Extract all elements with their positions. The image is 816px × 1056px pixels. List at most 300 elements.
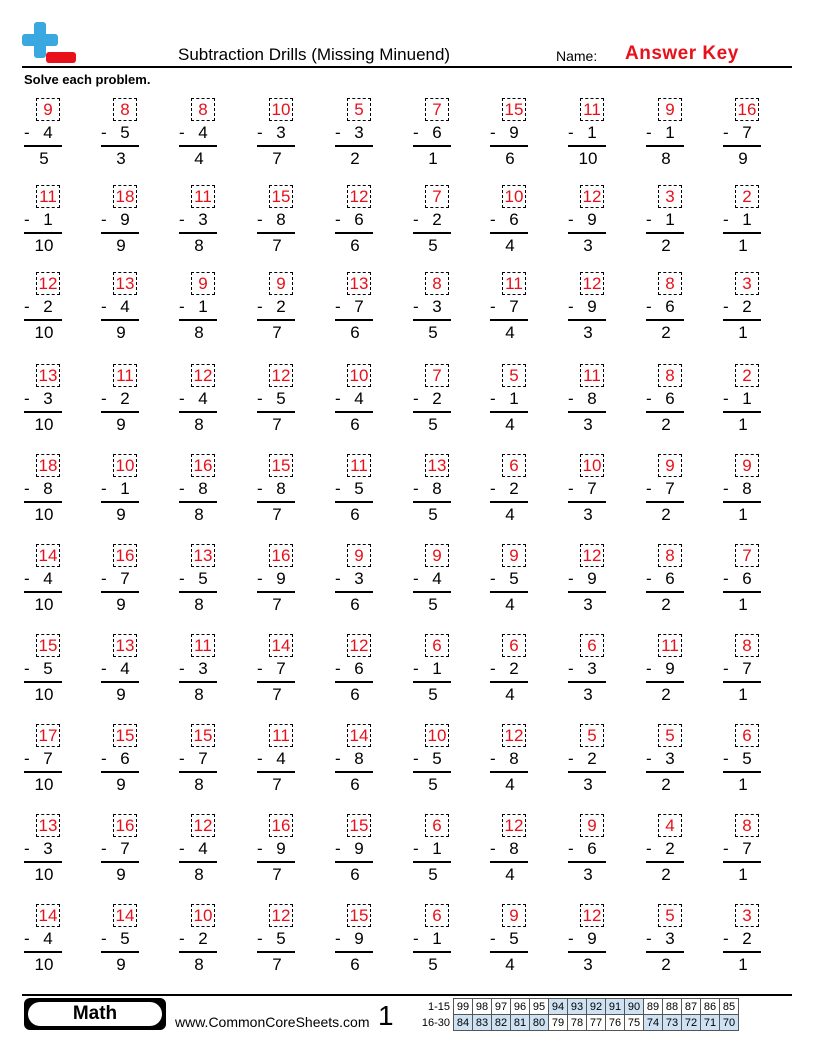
answer-value: 13	[193, 546, 213, 565]
subtrahend: 5	[120, 123, 130, 142]
subtrahend: 2	[432, 210, 442, 229]
minus-sign: -	[568, 210, 574, 229]
subtrahend: 1	[742, 389, 752, 408]
difference: 4	[505, 415, 515, 434]
subtrahend: 6	[665, 297, 675, 316]
subtrahend: 9	[587, 210, 597, 229]
answer-box[interactable]	[347, 814, 371, 837]
answer-box[interactable]	[269, 814, 293, 837]
problem	[413, 814, 453, 890]
problem	[490, 185, 530, 261]
difference: 8	[194, 236, 204, 255]
answer-box[interactable]	[580, 272, 604, 295]
answer-value: 11	[39, 187, 57, 206]
difference: 3	[583, 323, 593, 342]
answer-box[interactable]	[269, 724, 293, 747]
difference: 9	[116, 415, 126, 434]
minus-sign: -	[101, 297, 107, 316]
answer-box[interactable]	[347, 98, 371, 121]
answer-box[interactable]	[425, 98, 449, 121]
answer-value: 8	[665, 274, 675, 293]
answer-box[interactable]	[36, 724, 60, 747]
answer-box[interactable]	[191, 724, 215, 747]
answer-line	[646, 951, 684, 953]
answer-box[interactable]	[580, 364, 604, 387]
problem	[257, 364, 297, 440]
answer-box[interactable]	[735, 98, 759, 121]
answer-box[interactable]	[735, 272, 759, 295]
answer-line	[335, 771, 373, 773]
problem	[257, 724, 297, 800]
answer-box[interactable]	[735, 724, 759, 747]
answer-value: 15	[271, 187, 291, 206]
answer-line	[490, 591, 528, 593]
difference: 5	[428, 415, 438, 434]
answer-box[interactable]	[36, 634, 60, 657]
answer-box[interactable]	[191, 544, 215, 567]
answer-box[interactable]	[36, 364, 60, 387]
answer-value: 10	[582, 456, 602, 475]
subtrahend: 8	[198, 479, 208, 498]
answer-line	[24, 232, 62, 234]
problem	[490, 544, 530, 620]
answer-box[interactable]	[347, 454, 371, 477]
subtrahend: 3	[276, 123, 286, 142]
answer-box[interactable]	[658, 634, 682, 657]
answer-box[interactable]	[113, 185, 137, 208]
answer-value: 12	[38, 274, 58, 293]
problem	[101, 724, 141, 800]
problem	[568, 814, 608, 890]
answer-box[interactable]	[113, 364, 137, 387]
answer-box[interactable]	[425, 634, 449, 657]
answer-box[interactable]	[502, 904, 526, 927]
answer-line	[257, 951, 295, 953]
problem	[413, 544, 453, 620]
page-number: 1	[378, 1000, 394, 1031]
problem	[24, 454, 64, 530]
answer-line	[723, 771, 761, 773]
difference: 9	[738, 149, 748, 168]
difference: 3	[583, 595, 593, 614]
answer-value: 15	[193, 726, 213, 745]
minus-sign: -	[335, 749, 341, 768]
answer-box[interactable]	[580, 814, 604, 837]
answer-box[interactable]	[658, 544, 682, 567]
problem	[179, 724, 219, 800]
problem	[723, 364, 763, 440]
answer-box[interactable]	[269, 272, 293, 295]
answer-box[interactable]	[269, 904, 293, 927]
answer-box[interactable]	[36, 98, 60, 121]
difference: 10	[34, 685, 54, 704]
score-cell: 84	[454, 1015, 473, 1031]
difference: 3	[583, 505, 593, 524]
problem	[413, 724, 453, 800]
problem	[568, 454, 608, 530]
answer-value: 6	[432, 636, 442, 655]
answer-box[interactable]	[191, 272, 215, 295]
answer-box[interactable]	[502, 634, 526, 657]
problem	[723, 814, 763, 890]
problem	[335, 724, 375, 800]
answer-box[interactable]	[347, 185, 371, 208]
score-cell: 71	[701, 1015, 720, 1031]
answer-box[interactable]	[113, 814, 137, 837]
minus-sign: -	[24, 210, 30, 229]
difference: 9	[116, 323, 126, 342]
answer-value: 12	[582, 187, 602, 206]
answer-box[interactable]	[735, 634, 759, 657]
answer-box[interactable]	[658, 814, 682, 837]
answer-line	[335, 501, 373, 503]
minus-sign: -	[179, 389, 185, 408]
answer-box[interactable]	[658, 724, 682, 747]
answer-line	[257, 411, 295, 413]
score-cell: 85	[720, 999, 739, 1015]
answer-box[interactable]	[580, 185, 604, 208]
problem	[723, 904, 763, 980]
problem	[257, 904, 297, 980]
answer-box[interactable]	[191, 364, 215, 387]
subtrahend: 1	[43, 210, 53, 229]
answer-box[interactable]	[580, 634, 604, 657]
minus-sign: -	[413, 659, 419, 678]
answer-box[interactable]	[658, 364, 682, 387]
answer-value: 15	[115, 726, 135, 745]
answer-box[interactable]	[191, 634, 215, 657]
answer-box[interactable]	[425, 364, 449, 387]
subtrahend: 9	[587, 297, 597, 316]
minus-sign: -	[24, 389, 30, 408]
answer-line	[568, 861, 606, 863]
score-cell: 99	[454, 999, 473, 1015]
answer-value: 9	[276, 274, 286, 293]
answer-box[interactable]	[658, 904, 682, 927]
answer-box[interactable]	[425, 814, 449, 837]
subtrahend: 9	[509, 123, 519, 142]
difference: 5	[428, 505, 438, 524]
subtrahend: 2	[509, 659, 519, 678]
answer-box[interactable]	[113, 454, 137, 477]
answer-line	[646, 145, 684, 147]
answer-box[interactable]	[269, 185, 293, 208]
difference: 10	[34, 775, 54, 794]
answer-value: 10	[271, 100, 291, 119]
answer-box[interactable]	[502, 185, 526, 208]
answer-box[interactable]	[425, 544, 449, 567]
answer-box[interactable]	[658, 272, 682, 295]
answer-box[interactable]	[113, 904, 137, 927]
difference: 6	[350, 685, 360, 704]
answer-box[interactable]	[580, 454, 604, 477]
answer-box[interactable]	[658, 454, 682, 477]
subtrahend: 3	[665, 929, 675, 948]
answer-box[interactable]	[347, 634, 371, 657]
problem	[646, 724, 686, 800]
answer-box[interactable]	[191, 185, 215, 208]
answer-box[interactable]	[191, 454, 215, 477]
answer-box[interactable]	[425, 904, 449, 927]
answer-box[interactable]	[269, 454, 293, 477]
problem	[490, 724, 530, 800]
answer-value: 13	[38, 816, 58, 835]
difference: 2	[661, 505, 671, 524]
minus-sign: -	[413, 749, 419, 768]
answer-box[interactable]	[113, 272, 137, 295]
answer-box[interactable]	[113, 724, 137, 747]
score-cell: 70	[720, 1015, 739, 1031]
answer-box[interactable]	[502, 544, 526, 567]
subtrahend: 7	[198, 749, 208, 768]
answer-box[interactable]	[269, 634, 293, 657]
answer-box[interactable]	[425, 454, 449, 477]
answer-line	[101, 771, 139, 773]
difference: 2	[661, 955, 671, 974]
difference: 6	[350, 955, 360, 974]
answer-box[interactable]	[36, 544, 60, 567]
answer-line	[646, 319, 684, 321]
answer-value: 15	[349, 906, 369, 925]
answer-line	[335, 951, 373, 953]
answer-box[interactable]	[113, 544, 137, 567]
minus-sign: -	[413, 123, 419, 142]
problem	[490, 634, 530, 710]
answer-box[interactable]	[502, 98, 526, 121]
difference: 6	[350, 865, 360, 884]
answer-value: 13	[427, 456, 447, 475]
subtrahend: 6	[432, 123, 442, 142]
subtrahend: 5	[509, 929, 519, 948]
answer-line	[568, 591, 606, 593]
answer-line	[723, 232, 761, 234]
minus-sign: -	[413, 929, 419, 948]
subtrahend: 7	[276, 659, 286, 678]
problem	[335, 454, 375, 530]
score-cell: 76	[606, 1015, 625, 1031]
answer-value: 12	[349, 636, 369, 655]
minus-sign: -	[723, 929, 729, 948]
difference: 3	[583, 775, 593, 794]
answer-box[interactable]	[658, 98, 682, 121]
answer-box[interactable]	[113, 98, 137, 121]
problem	[24, 634, 64, 710]
answer-box[interactable]	[347, 364, 371, 387]
minus-sign: -	[490, 210, 496, 229]
difference: 1	[738, 955, 748, 974]
minus-sign: -	[490, 389, 496, 408]
subtrahend: 2	[432, 389, 442, 408]
answer-value: 10	[349, 366, 369, 385]
answer-box[interactable]	[191, 904, 215, 927]
answer-box[interactable]	[347, 272, 371, 295]
answer-box[interactable]	[425, 272, 449, 295]
answer-box[interactable]	[658, 185, 682, 208]
answer-box[interactable]	[502, 364, 526, 387]
answer-line	[24, 591, 62, 593]
minus-sign: -	[723, 123, 729, 142]
answer-box[interactable]	[36, 272, 60, 295]
problem	[24, 814, 64, 890]
difference: 5	[428, 955, 438, 974]
problem	[723, 272, 763, 348]
minus-sign: -	[568, 929, 574, 948]
answer-box[interactable]	[735, 364, 759, 387]
problem	[646, 185, 686, 261]
minus-sign: -	[257, 839, 263, 858]
answer-box[interactable]	[735, 904, 759, 927]
answer-line	[568, 319, 606, 321]
answer-box[interactable]	[347, 904, 371, 927]
problem	[257, 98, 297, 174]
problem	[101, 814, 141, 890]
answer-value: 15	[349, 816, 369, 835]
answer-line	[179, 951, 217, 953]
problem	[101, 272, 141, 348]
answer-box[interactable]	[502, 724, 526, 747]
answer-box[interactable]	[191, 98, 215, 121]
answer-line	[413, 861, 451, 863]
difference: 1	[738, 775, 748, 794]
answer-box[interactable]	[347, 544, 371, 567]
answer-box[interactable]	[113, 634, 137, 657]
answer-value: 7	[432, 366, 442, 385]
answer-box[interactable]	[502, 814, 526, 837]
minus-sign: -	[413, 210, 419, 229]
minus-sign: -	[490, 749, 496, 768]
subtrahend: 9	[120, 210, 130, 229]
minus-sign: -	[568, 659, 574, 678]
answer-value: 10	[193, 906, 213, 925]
subtrahend: 2	[198, 929, 208, 948]
answer-box[interactable]	[425, 185, 449, 208]
answer-box[interactable]	[580, 904, 604, 927]
answer-value: 16	[271, 816, 291, 835]
answer-box[interactable]	[735, 814, 759, 837]
answer-box[interactable]	[735, 185, 759, 208]
answer-box[interactable]	[502, 454, 526, 477]
answer-box[interactable]	[502, 272, 526, 295]
subtrahend: 1	[432, 659, 442, 678]
difference: 7	[272, 505, 282, 524]
answer-value: 9	[509, 906, 519, 925]
answer-box[interactable]	[269, 98, 293, 121]
subtrahend: 8	[354, 749, 364, 768]
answer-box[interactable]	[735, 454, 759, 477]
answer-box[interactable]	[191, 814, 215, 837]
answer-line	[101, 501, 139, 503]
answer-box[interactable]	[347, 724, 371, 747]
answer-box[interactable]	[36, 904, 60, 927]
answer-line	[568, 232, 606, 234]
answer-line	[646, 232, 684, 234]
answer-line	[413, 681, 451, 683]
difference: 4	[505, 685, 515, 704]
answer-box[interactable]	[269, 544, 293, 567]
problem	[646, 544, 686, 620]
answer-box[interactable]	[580, 98, 604, 121]
score-cell: 74	[644, 1015, 663, 1031]
minus-sign: -	[101, 479, 107, 498]
answer-box[interactable]	[36, 454, 60, 477]
answer-box[interactable]	[36, 185, 60, 208]
difference: 7	[272, 415, 282, 434]
subtrahend: 7	[587, 479, 597, 498]
minus-sign: -	[413, 569, 419, 588]
subtrahend: 5	[198, 569, 208, 588]
answer-box[interactable]	[580, 544, 604, 567]
problem	[723, 634, 763, 710]
problem	[723, 454, 763, 530]
answer-line	[490, 411, 528, 413]
problem	[723, 724, 763, 800]
difference: 9	[116, 595, 126, 614]
answer-line	[646, 861, 684, 863]
minus-sign: -	[646, 123, 652, 142]
difference: 8	[194, 595, 204, 614]
score-cell: 93	[568, 999, 587, 1015]
minus-sign: -	[335, 210, 341, 229]
difference: 8	[194, 415, 204, 434]
answer-box[interactable]	[735, 544, 759, 567]
subtrahend: 4	[43, 929, 53, 948]
subtrahend: 8	[742, 479, 752, 498]
answer-box[interactable]	[580, 724, 604, 747]
answer-line	[413, 951, 451, 953]
minus-sign: -	[723, 569, 729, 588]
minus-sign: -	[490, 479, 496, 498]
subtrahend: 6	[120, 749, 130, 768]
answer-value: 16	[271, 546, 291, 565]
difference: 1	[738, 415, 748, 434]
minus-sign: -	[257, 123, 263, 142]
difference: 1	[738, 505, 748, 524]
answer-line	[101, 145, 139, 147]
minus-sign: -	[568, 123, 574, 142]
minus-sign: -	[413, 839, 419, 858]
subtrahend: 5	[432, 749, 442, 768]
answer-line	[179, 411, 217, 413]
subtrahend: 5	[509, 569, 519, 588]
subtrahend: 7	[120, 569, 130, 588]
answer-box[interactable]	[425, 724, 449, 747]
page-title: Subtraction Drills (Missing Minuend)	[178, 45, 451, 64]
answer-line	[335, 861, 373, 863]
answer-box[interactable]	[36, 814, 60, 837]
difference: 2	[661, 595, 671, 614]
answer-value: 2	[742, 187, 752, 206]
score-cell: 89	[644, 999, 663, 1015]
answer-line	[24, 951, 62, 953]
difference: 5	[428, 685, 438, 704]
subtrahend: 5	[43, 659, 53, 678]
minus-sign: -	[723, 389, 729, 408]
minus-sign: -	[723, 210, 729, 229]
answer-line	[24, 319, 62, 321]
subtrahend: 4	[120, 297, 130, 316]
difference: 7	[272, 149, 282, 168]
answer-box[interactable]	[269, 364, 293, 387]
problem	[335, 814, 375, 890]
answer-value: 14	[349, 726, 369, 745]
subtrahend: 3	[587, 659, 597, 678]
problem	[24, 904, 64, 980]
subtrahend: 4	[120, 659, 130, 678]
problem	[24, 272, 64, 348]
answer-line	[335, 591, 373, 593]
problem	[568, 185, 608, 261]
subtrahend: 9	[276, 839, 286, 858]
